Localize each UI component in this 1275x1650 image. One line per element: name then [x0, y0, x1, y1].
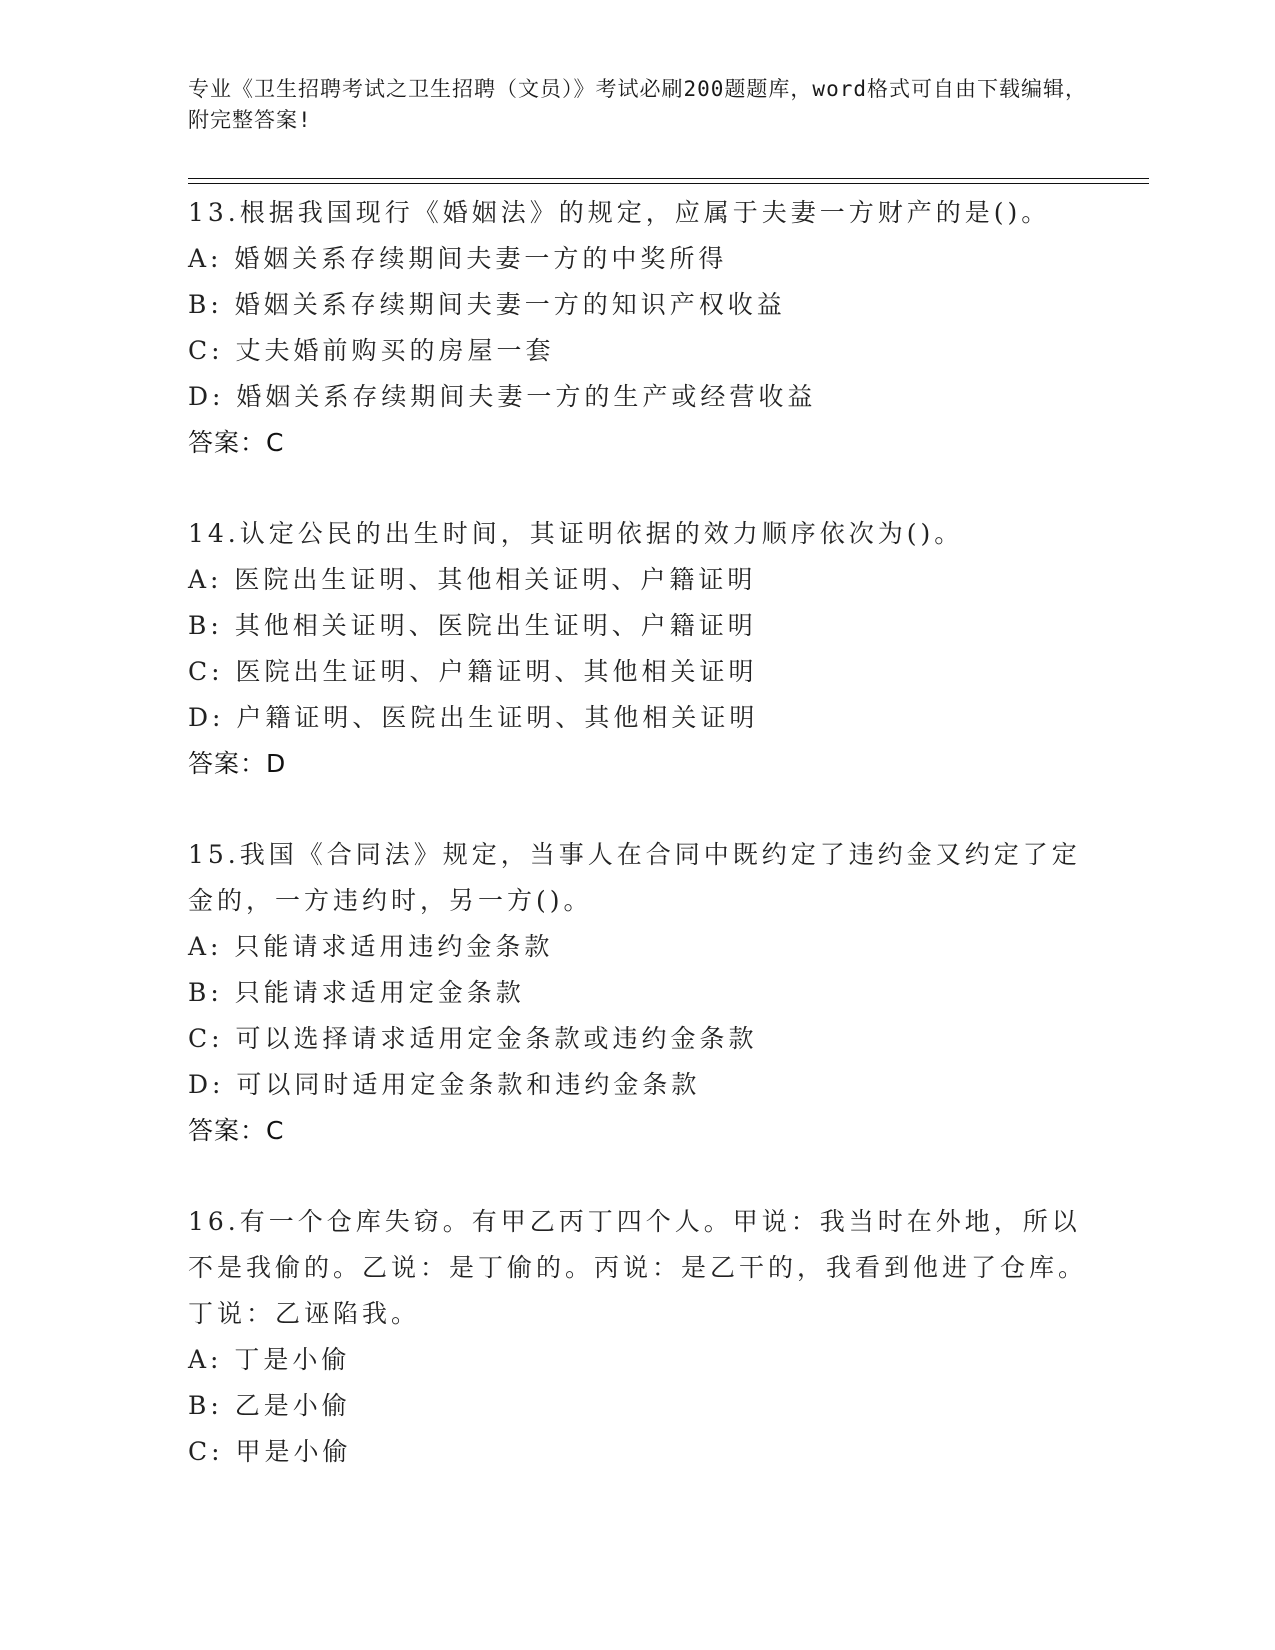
- option-a: A: 婚姻关系存续期间夫妻一方的中奖所得: [188, 244, 728, 273]
- question-stem: 14.认定公民的出生时间，其证明依据的效力顺序依次为()。: [188, 519, 964, 548]
- option-c: C: 医院出生证明、户籍证明、其他相关证明: [188, 657, 758, 686]
- answer-label: 答案：C: [188, 428, 285, 457]
- question-13: [188, 190, 1088, 466]
- option-b: B: 婚姻关系存续期间夫妻一方的知识产权收益: [188, 290, 786, 319]
- option-b: B: 只能请求适用定金条款: [188, 978, 525, 1007]
- question-stem: 16.有一个仓库失窃。有甲乙丙丁四个人。甲说：我当时在外地，所以不是我偷的。乙说：是丁偷的。丙说：是乙干的，我看到他进了仓库。丁说：乙诬陷我。: [188, 1207, 1088, 1328]
- answer-label: 答案：D: [188, 749, 287, 778]
- document-header: 专业《卫生招聘考试之卫生招聘（文员）》考试必刷200题题库，word格式可自由下载编辑，附完整答案!: [188, 77, 1087, 132]
- option-a: A: 丁是小偷: [188, 1345, 351, 1374]
- question-stem: 15.我国《合同法》规定，当事人在合同中既约定了违约金又约定了定金的，一方违约时，另一方()。: [188, 840, 1081, 915]
- option-c: C: 可以选择请求适用定金条款或违约金条款: [188, 1024, 758, 1053]
- option-a: A: 医院出生证明、其他相关证明、户籍证明: [188, 565, 757, 594]
- question-16: [188, 1199, 1088, 1475]
- option-d: D: 婚姻关系存续期间夫妻一方的生产或经营收益: [188, 382, 817, 411]
- question-15: [188, 832, 1088, 1154]
- question-stem: 13.根据我国现行《婚姻法》的规定，应属于夫妻一方财产的是()。: [188, 198, 1051, 227]
- option-a: A: 只能请求适用违约金条款: [188, 932, 554, 961]
- question-14: [188, 511, 1088, 787]
- answer-label: 答案：C: [188, 1116, 285, 1145]
- question-list: [188, 190, 1088, 1520]
- option-c: C: 丈夫婚前购买的房屋一套: [188, 336, 555, 365]
- header-divider-bottom: [188, 183, 1149, 184]
- header-divider-top: [188, 178, 1149, 179]
- option-b: B: 其他相关证明、医院出生证明、户籍证明: [188, 611, 757, 640]
- option-c: C: 甲是小偷: [188, 1437, 352, 1466]
- option-b: B: 乙是小偷: [188, 1391, 351, 1420]
- option-d: D: 可以同时适用定金条款和违约金条款: [188, 1070, 701, 1099]
- option-d: D: 户籍证明、医院出生证明、其他相关证明: [188, 703, 759, 732]
